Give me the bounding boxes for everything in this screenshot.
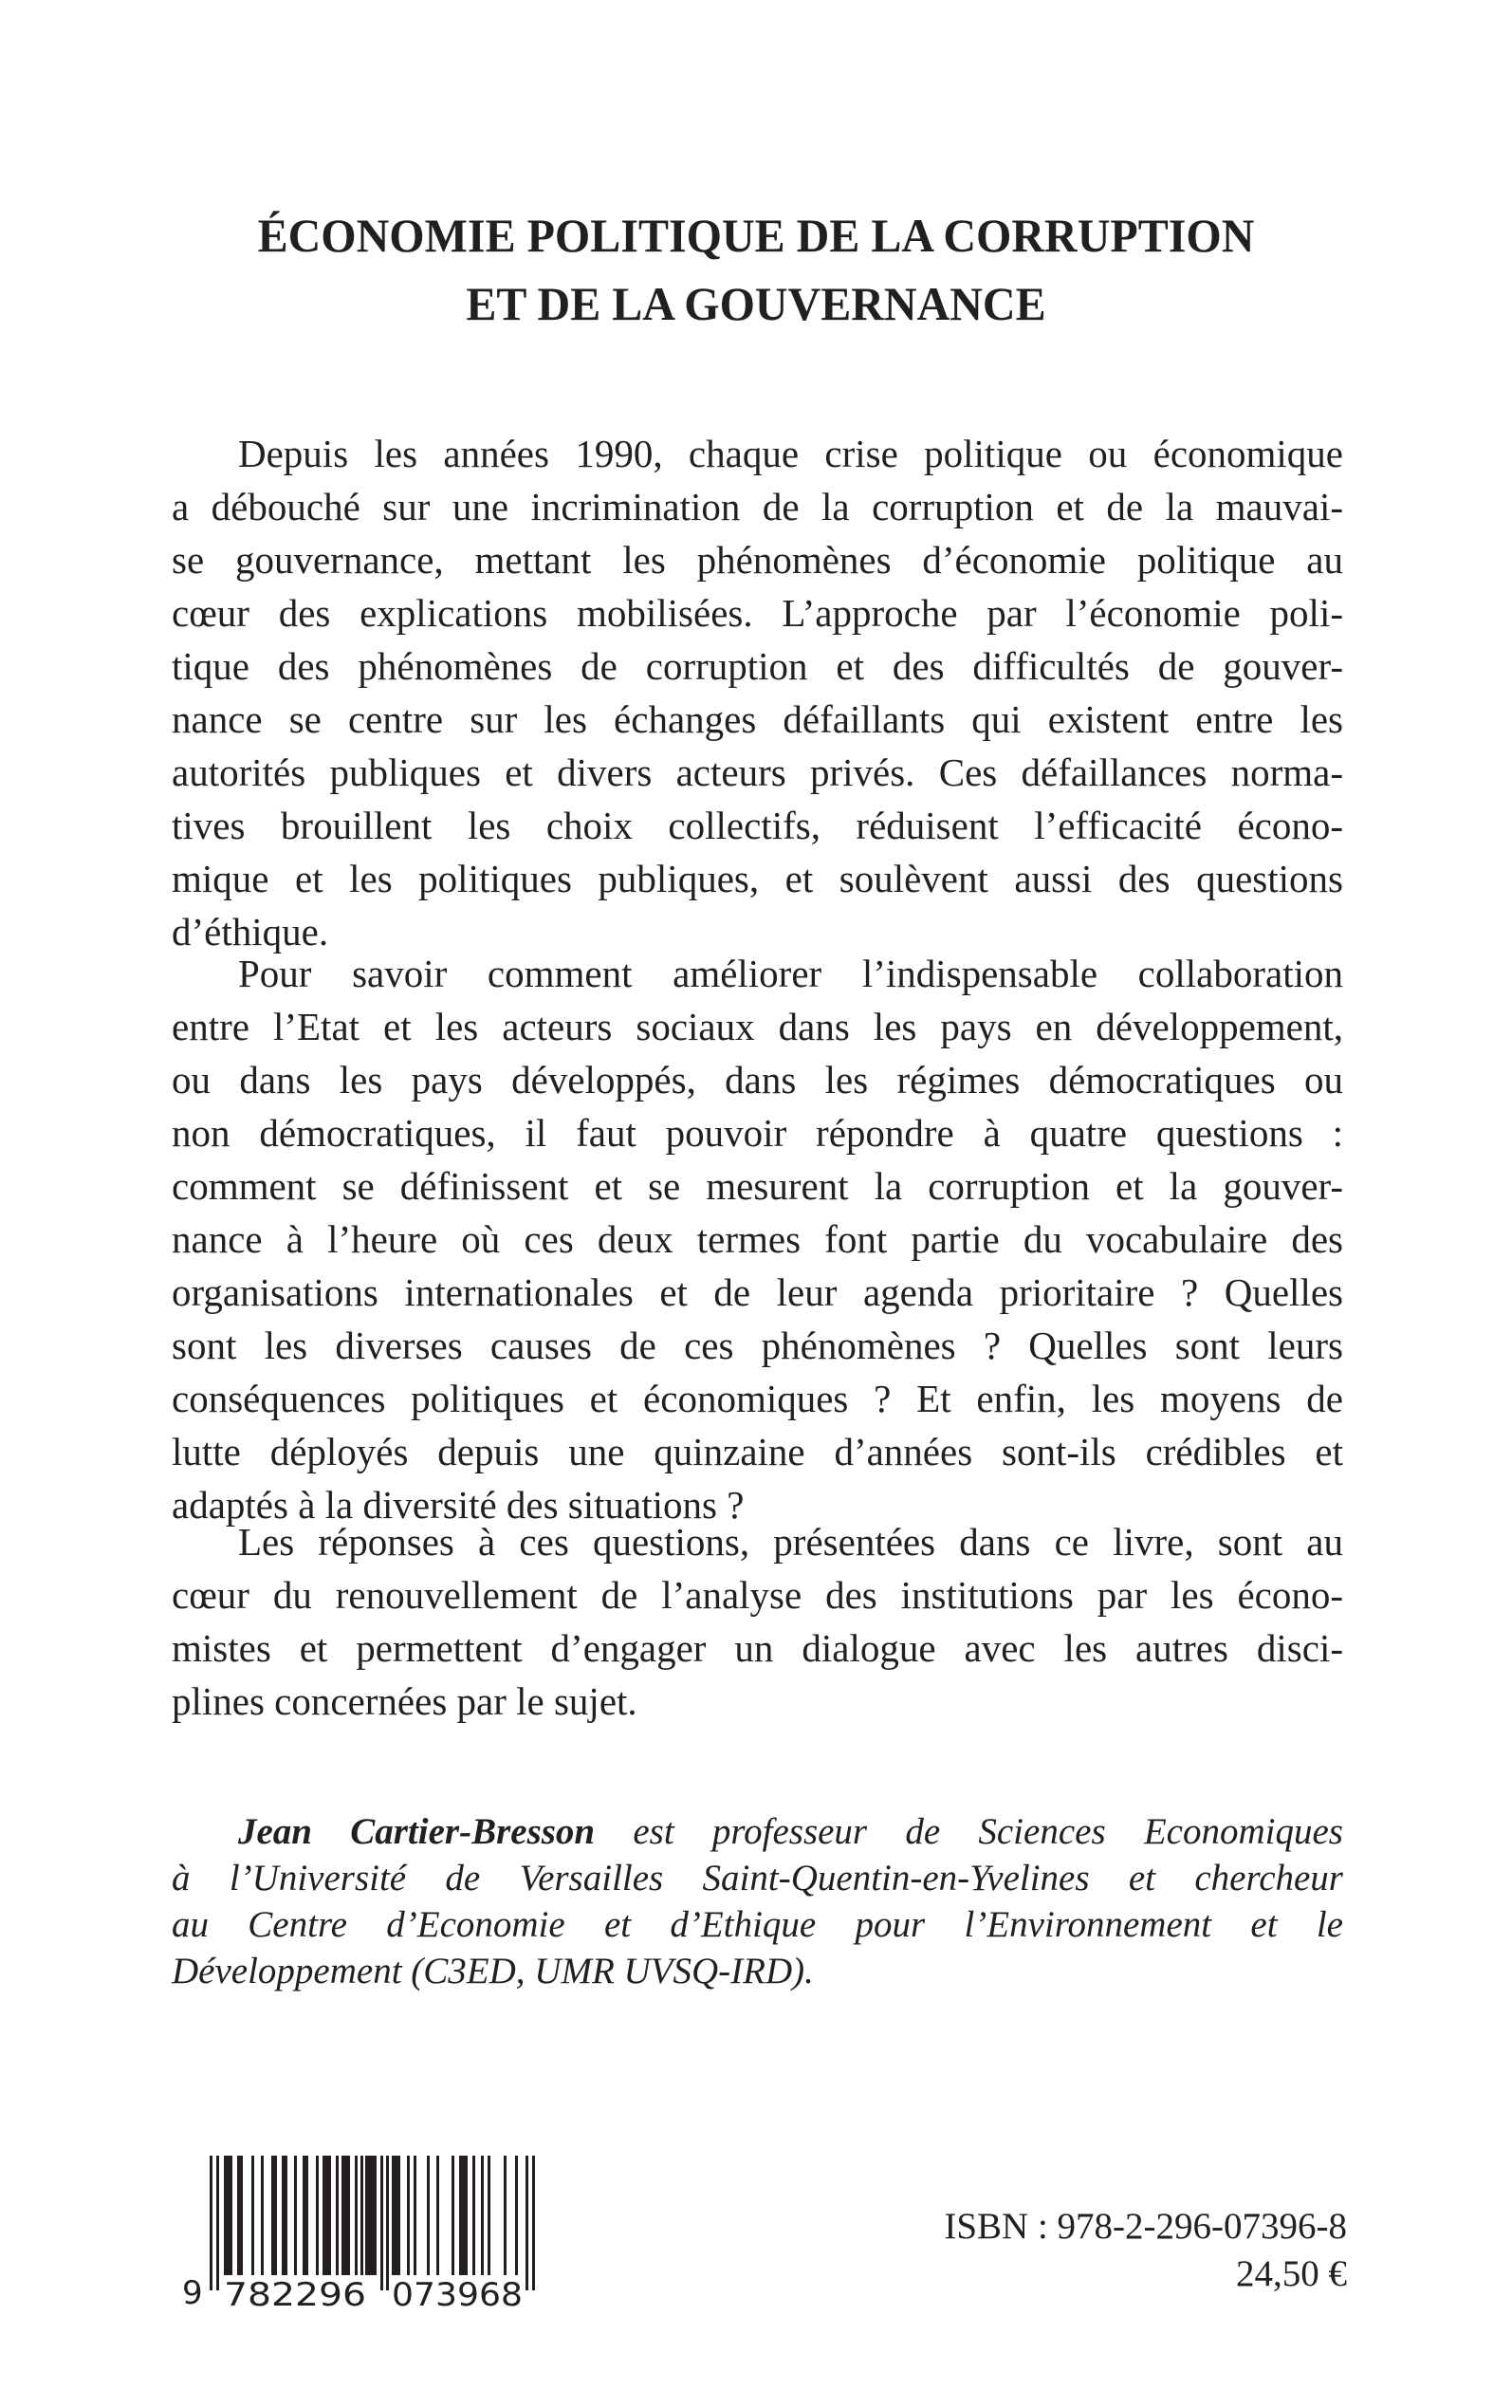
text-line: sont les diverses causes de ces phénomènes ? Quelles sont leurs — [172, 1324, 1343, 1367]
bio-line: au Centre d’Economie et d’Ethique pour l’Environnement et le — [172, 1904, 1343, 1945]
paragraph-2 — [172, 947, 1343, 1531]
text-line: Depuis les années 1990, chaque crise politique ou économique — [238, 432, 1343, 475]
text-line: tives brouillent les choix collectifs, réduisent l’efficacité écono- — [172, 804, 1343, 847]
bio-line: Développement (C3ED, UMR UVSQ-IRD). — [172, 1951, 814, 1991]
text-line: cœur du renouvellement de l’analyse des institutions par les écono- — [172, 1573, 1343, 1617]
barcode-first-digit: 9 — [182, 2274, 203, 2312]
text-line: ou dans les pays développés, dans les régimes démocratiques ou — [172, 1058, 1343, 1102]
book-title — [0, 201, 1512, 338]
text-line: Les réponses à ces questions, présentées dans ce livre, sont au — [238, 1520, 1343, 1564]
text-line: autorités publiques et divers acteurs privés. Ces défaillances norma- — [172, 750, 1343, 794]
paragraph-1 — [172, 427, 1343, 958]
author-name: Jean Cartier-Bresson — [238, 1811, 596, 1852]
text-line: mique et les politiques publiques, et soulèvent aussi des questions — [172, 857, 1343, 900]
text-line: se gouvernance, mettant les phénomènes d’économie politique au — [172, 538, 1343, 582]
text-line: cœur des explications mobilisées. L’approche par l’économie poli- — [172, 591, 1343, 635]
author-bio — [172, 1808, 1343, 1994]
barcode-right-digits: 073968 — [392, 2276, 523, 2314]
book-title-line-1: ÉCONOMIE POLITIQUE DE LA CORRUPTION — [257, 209, 1255, 262]
book-title-line-2: ET DE LA GOUVERNANCE — [466, 277, 1046, 330]
barcode-left-digits: 782296 — [224, 2276, 366, 2314]
text-line: d’éthique. — [172, 910, 329, 954]
text-line: entre l’Etat et les acteurs sociaux dans les pays en développement, — [172, 1005, 1343, 1048]
isbn-barcode — [171, 2154, 569, 2315]
bio-line-1-text: est professeur de Sciences Economiques — [595, 1811, 1343, 1852]
text-line: Pour savoir comment améliorer l’indispensable collaboration — [238, 952, 1343, 995]
text-line: adaptés à la diversité des situations ? — [172, 1483, 745, 1527]
price: 24,50 € — [1236, 2253, 1347, 2294]
text-line: mistes et permettent d’engager un dialogue avec les autres disci- — [172, 1626, 1343, 1670]
text-line: conséquences politiques et économiques ? Et enfin, les moyens de — [172, 1377, 1343, 1420]
bio-line — [172, 1808, 1343, 1855]
isbn-number: ISBN : 978-2-296-07396-8 — [944, 2206, 1347, 2247]
text-line: nance se centre sur les échanges défaillants qui existent entre les — [172, 697, 1343, 741]
text-line: tique des phénomènes de corruption et des difficultés de gouver- — [172, 644, 1343, 688]
text-line: a débouché sur une incrimination de la corruption et de la mauvai- — [172, 485, 1343, 528]
text-line: plines concernées par le sujet. — [172, 1679, 637, 1723]
paragraph-3 — [172, 1515, 1343, 1728]
text-line: lutte déployés depuis une quinzaine d’années sont-ils crédibles et — [172, 1430, 1343, 1473]
barcode-icon — [171, 2154, 569, 2315]
text-line: comment se définissent et se mesurent la corruption et la gouver- — [172, 1164, 1343, 1208]
text-line: non démocratiques, il faut pouvoir répondre à quatre questions : — [172, 1111, 1343, 1155]
bio-line: à l’Université de Versailles Saint-Quentin-en-Yvelines et chercheur — [172, 1858, 1343, 1899]
text-line: nance à l’heure où ces deux termes font partie du vocabulaire des — [172, 1217, 1343, 1261]
text-line: organisations internationales et de leur agenda prioritaire ? Quelles — [172, 1270, 1343, 1314]
